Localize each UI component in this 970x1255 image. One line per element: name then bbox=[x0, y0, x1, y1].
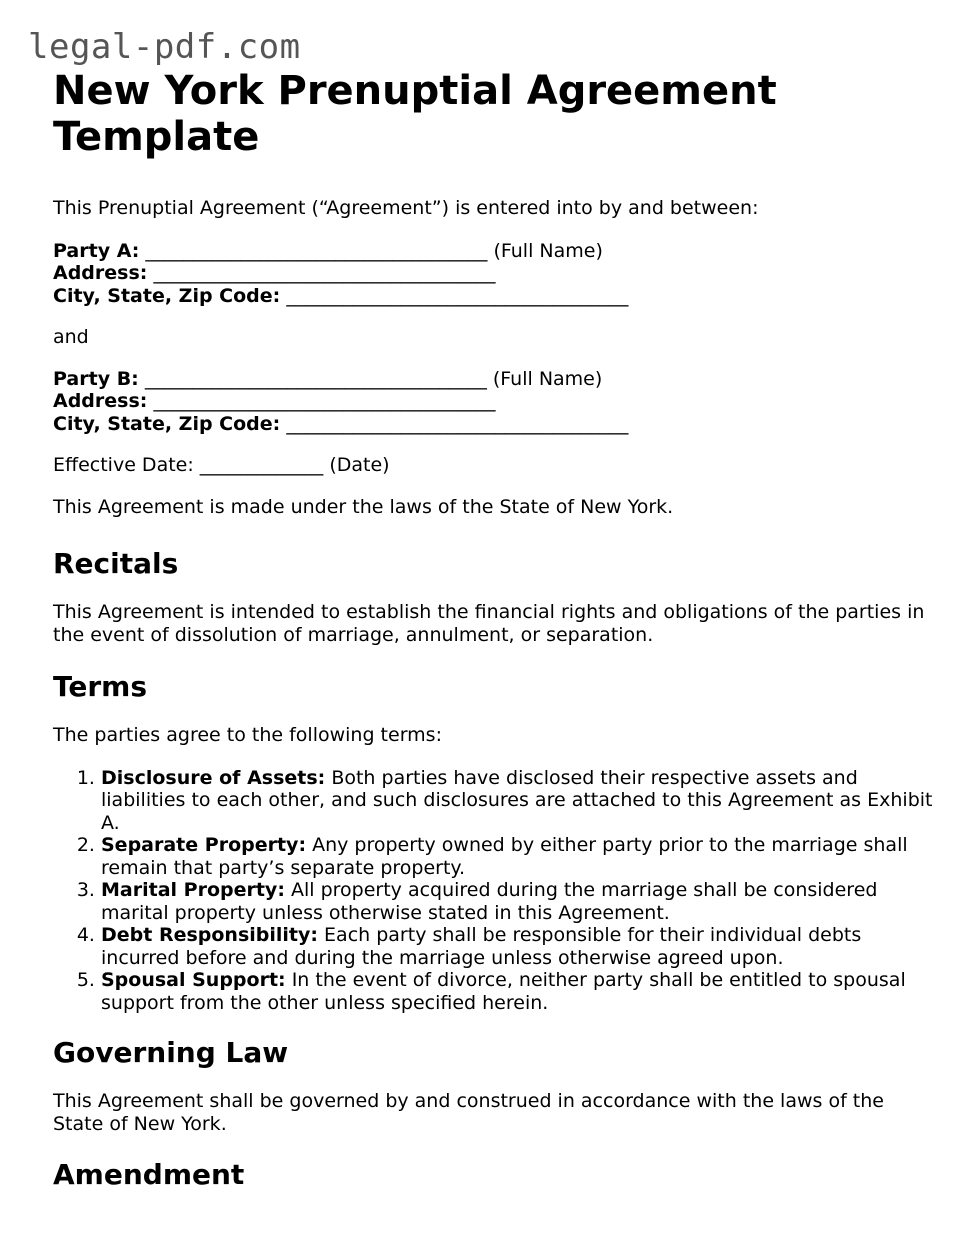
effective-date-row bbox=[53, 454, 933, 477]
list-item bbox=[101, 879, 933, 924]
and-text: and bbox=[53, 326, 89, 348]
party-b-block bbox=[53, 368, 933, 436]
governing-law-heading: Governing Law bbox=[53, 1036, 289, 1069]
party-a-address-row bbox=[53, 262, 933, 285]
party-a-city-label: City, State, Zip Code: bbox=[53, 284, 281, 307]
party-b-city-field[interactable]: ____________________________________ bbox=[286, 412, 629, 435]
term-text: Any property owned by either party prior to the marriage shall remain that party’s separate property. bbox=[101, 834, 908, 879]
party-a-city-field[interactable]: ____________________________________ bbox=[286, 284, 629, 307]
party-a-name-row bbox=[53, 240, 933, 263]
recitals-text: This Agreement is intended to establish the financial rights and obligations of the parties in the event of dissolution of marriage, annulment, or separation. bbox=[53, 601, 925, 646]
term-text: In the event of divorce, neither party shall be entitled to spousal support from the other unless specified herein. bbox=[101, 969, 906, 1014]
party-b-city-label: City, State, Zip Code: bbox=[53, 412, 281, 435]
intro-text: This Prenuptial Agreement (“Agreement”) is entered into by and between: bbox=[53, 197, 759, 219]
term-text: Both parties have disclosed their respective assets and liabilities to each other, and such disclosures are attached to this Agreement as Exhibit A. bbox=[101, 766, 933, 834]
party-b-name-field[interactable]: ____________________________________ bbox=[144, 367, 487, 390]
party-b-address-field[interactable]: ____________________________________ bbox=[153, 390, 496, 412]
party-a-name-field[interactable]: ____________________________________ bbox=[145, 239, 488, 262]
list-item bbox=[101, 924, 933, 969]
terms-list bbox=[53, 767, 933, 1015]
terms-heading: Terms bbox=[53, 670, 148, 703]
term-label: Spousal Support: bbox=[101, 969, 286, 991]
effective-date-field[interactable]: _____________ bbox=[199, 454, 324, 476]
list-item bbox=[101, 767, 933, 835]
amendment-heading: Amendment bbox=[53, 1158, 245, 1191]
party-a-city-row bbox=[53, 285, 933, 308]
document bbox=[53, 68, 933, 1191]
party-b-name-hint: (Full Name) bbox=[492, 367, 603, 390]
recitals-heading: Recitals bbox=[53, 547, 179, 580]
party-a-name-label: Party A: bbox=[53, 239, 140, 262]
party-a-address-label: Address: bbox=[53, 262, 148, 284]
party-b-address-row bbox=[53, 390, 933, 413]
term-label: Disclosure of Assets: bbox=[101, 766, 326, 789]
term-label: Debt Responsibility: bbox=[101, 924, 318, 946]
list-item bbox=[101, 834, 933, 879]
party-b-address-label: Address: bbox=[53, 390, 148, 412]
law-statement: This Agreement is made under the laws of the State of New York. bbox=[53, 495, 674, 518]
governing-law-text: This Agreement shall be governed by and construed in accordance with the laws of the State of New York. bbox=[53, 1090, 884, 1135]
party-a-block bbox=[53, 240, 933, 308]
party-a-name-hint: (Full Name) bbox=[493, 239, 603, 262]
party-b-city-row bbox=[53, 413, 933, 436]
term-text: All property acquired during the marriage shall be considered marital property unless otherwise stated in this Agreement. bbox=[101, 879, 878, 924]
term-text: Each party shall be responsible for their individual debts incurred before and during the marriage unless otherwise agreed upon. bbox=[101, 924, 862, 969]
effective-date-hint: (Date) bbox=[329, 454, 390, 476]
party-b-name-row bbox=[53, 368, 933, 391]
page-title: New York Prenuptial Agreement Template bbox=[53, 68, 777, 160]
list-item bbox=[101, 969, 933, 1014]
terms-intro: The parties agree to the following terms: bbox=[53, 724, 442, 746]
term-label: Marital Property: bbox=[101, 879, 285, 901]
effective-date-label: Effective Date: bbox=[53, 454, 194, 476]
party-a-address-field[interactable]: ____________________________________ bbox=[153, 262, 496, 284]
party-b-name-label: Party B: bbox=[53, 367, 139, 390]
watermark: legal-pdf.com bbox=[28, 27, 301, 67]
term-label: Separate Property: bbox=[101, 834, 307, 856]
